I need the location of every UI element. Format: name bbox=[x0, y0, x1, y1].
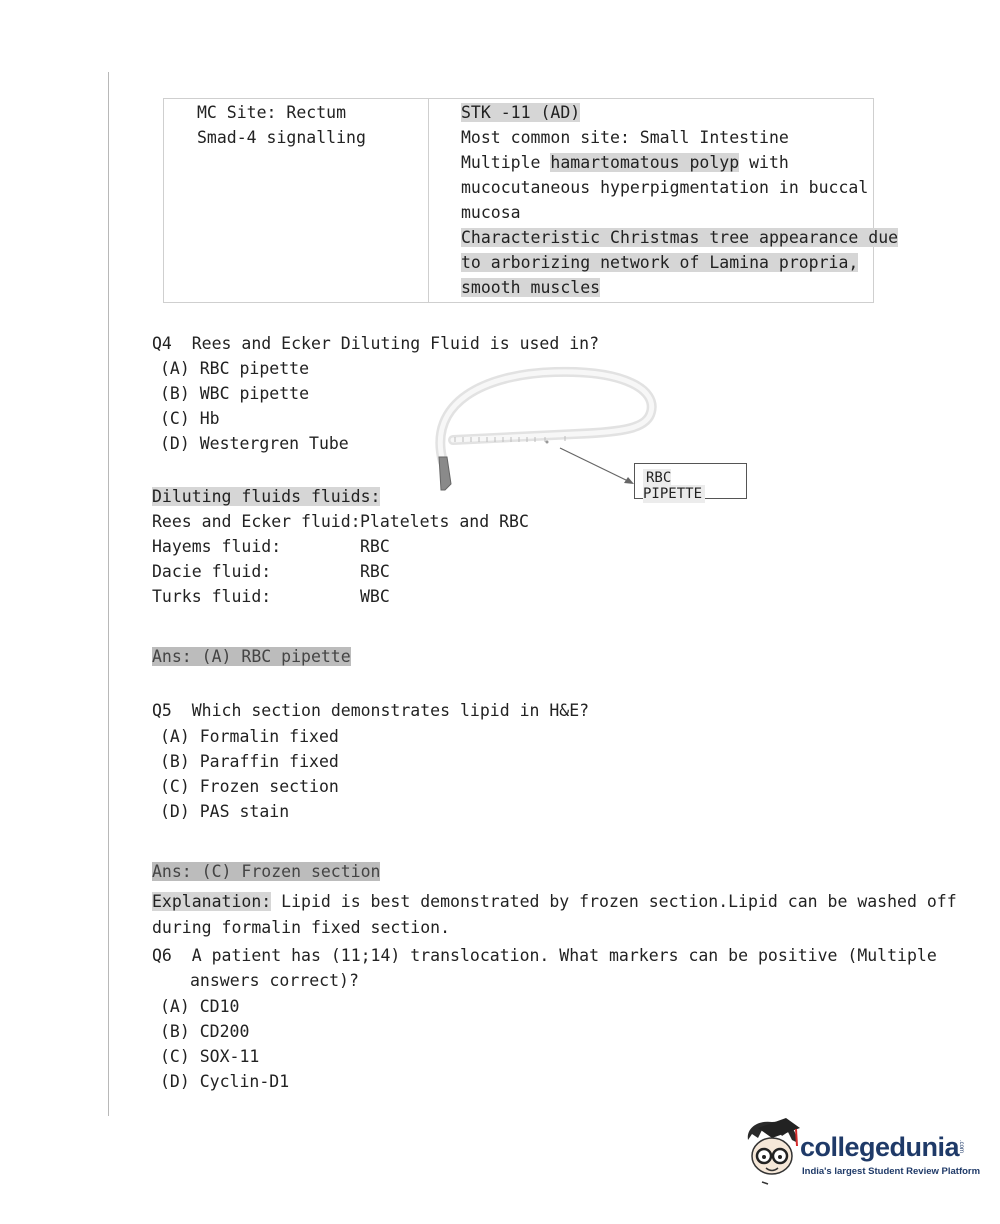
fluids-heading bbox=[152, 484, 380, 509]
fluid-row bbox=[152, 559, 529, 584]
q5-question bbox=[152, 698, 589, 723]
fluids-heading-text: Diluting fluids fluids: bbox=[152, 487, 381, 506]
table-left-cell bbox=[197, 100, 366, 150]
q6-number: Q6 bbox=[152, 946, 172, 965]
table-right-line bbox=[461, 150, 898, 175]
text-run: mucosa bbox=[461, 203, 521, 222]
highlighted-text: smooth muscles bbox=[461, 278, 601, 297]
q5-option-c: (C) Frozen section bbox=[160, 777, 339, 796]
table-right-line bbox=[461, 225, 898, 250]
q4-option-b: (B) WBC pipette bbox=[160, 384, 310, 403]
table-right-line bbox=[461, 200, 898, 225]
explanation-label: Explanation: bbox=[152, 892, 272, 911]
table-right-cell bbox=[461, 100, 898, 300]
q5-options bbox=[160, 724, 339, 824]
table-left-line: MC Site: Rectum bbox=[197, 103, 347, 122]
fluid-use: RBC bbox=[360, 537, 390, 556]
q5-question-text: Which section demonstrates lipid in H&E? bbox=[191, 701, 590, 720]
table-right-line bbox=[461, 275, 898, 300]
q5-option-b: (B) Paraffin fixed bbox=[160, 752, 339, 771]
highlighted-text: to arborizing network of Lamina propria, bbox=[461, 253, 859, 272]
q5-number: Q5 bbox=[152, 701, 172, 720]
collegedunia-logo-text: collegedunia bbox=[800, 1132, 960, 1162]
q6-option-d: (D) Cyclin-D1 bbox=[160, 1072, 290, 1091]
logo-tagline: India's largest Student Review Platform bbox=[802, 1166, 981, 1177]
q5-option-a: (A) Formalin fixed bbox=[160, 727, 339, 746]
q4-option-c: (C) Hb bbox=[160, 409, 220, 428]
text-run: Most common site: Small Intestine bbox=[461, 128, 789, 147]
highlighted-text: Characteristic Christmas tree appearance due bbox=[461, 228, 899, 247]
text-run: with bbox=[739, 153, 789, 172]
pipette-label bbox=[634, 463, 747, 502]
q5-answer-text: Ans: (C) Frozen section bbox=[152, 862, 381, 881]
fluid-row bbox=[152, 534, 529, 559]
text-run: Multiple bbox=[461, 153, 551, 172]
q4-question-text: Rees and Ecker Diluting Fluid is used in? bbox=[191, 334, 600, 353]
q4-answer bbox=[152, 644, 351, 669]
highlighted-text: STK -11 (AD) bbox=[461, 103, 581, 122]
q5-answer bbox=[152, 859, 380, 884]
text-run: mucocutaneous hyperpigmentation in buccal bbox=[461, 178, 869, 197]
pipette-label-text: RBC PIPETTE bbox=[643, 469, 705, 503]
rbc-pipette-image bbox=[425, 362, 665, 497]
q6-options bbox=[160, 994, 289, 1094]
q4-question bbox=[152, 331, 599, 356]
explanation-text: Lipid is best demonstrated by frozen section.Lipid can be washed off bbox=[271, 892, 957, 911]
table-left-line: Smad-4 signalling bbox=[197, 128, 366, 147]
q6-option-b: (B) CD200 bbox=[160, 1022, 250, 1041]
q6-question-line2: answers correct)? bbox=[190, 971, 359, 990]
fluid-name: Turks fluid: bbox=[152, 587, 272, 606]
q6-option-c: (C) SOX-11 bbox=[160, 1047, 260, 1066]
q5-explanation bbox=[152, 889, 957, 914]
collegedunia-mascot-icon bbox=[742, 1118, 804, 1188]
table-right-line bbox=[461, 100, 898, 125]
fluid-name: Dacie fluid: bbox=[152, 562, 272, 581]
fluid-name: Hayems fluid: bbox=[152, 537, 282, 556]
q4-answer-text: Ans: (A) RBC pipette bbox=[152, 647, 351, 666]
logo-dotcom: .com bbox=[958, 1140, 964, 1154]
q5-explanation-line2: during formalin fixed section. bbox=[152, 918, 451, 937]
q4-number: Q4 bbox=[152, 334, 172, 353]
table-right-line bbox=[461, 250, 898, 275]
fluid-use: RBC bbox=[360, 562, 390, 581]
fluids-list bbox=[152, 509, 529, 609]
fluid-name: Rees and Ecker fluid: bbox=[152, 512, 361, 531]
fluid-use: WBC bbox=[360, 587, 390, 606]
table-right-line bbox=[461, 175, 898, 200]
q6-option-a: (A) CD10 bbox=[160, 997, 240, 1016]
q5-option-d: (D) PAS stain bbox=[160, 802, 290, 821]
q4-option-d: (D) Westergren Tube bbox=[160, 434, 349, 453]
fluid-row bbox=[152, 584, 529, 609]
fluid-row bbox=[152, 509, 529, 534]
fluid-use: Platelets and RBC bbox=[360, 512, 529, 531]
q6-question bbox=[152, 943, 937, 968]
q6-question-text: A patient has (11;14) translocation. What markers can be positive (Multiple bbox=[191, 946, 937, 965]
table-column-divider bbox=[428, 98, 429, 303]
q4-options bbox=[160, 356, 349, 456]
table-right-line bbox=[461, 125, 898, 150]
page-margin-rule bbox=[108, 72, 109, 1116]
highlighted-text: hamartomatous polyp bbox=[550, 153, 740, 172]
q4-option-a: (A) RBC pipette bbox=[160, 359, 310, 378]
